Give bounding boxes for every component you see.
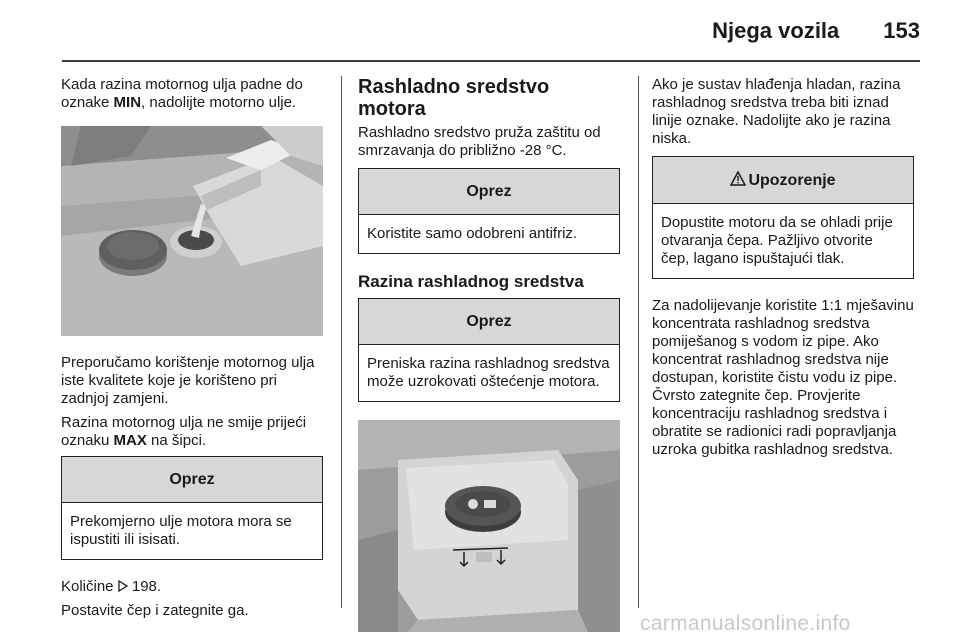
caution-title: Oprez [359,299,619,345]
column-2 [358,76,620,642]
warning-box [652,156,914,279]
reference-arrow-icon [118,579,128,591]
page-header [712,18,920,44]
paragraph: Količine 198. [61,578,162,595]
max-label: MAX [113,432,147,449]
column-divider [638,76,639,608]
warning-title: Upozorenje [748,172,836,189]
caution-box [358,168,620,254]
page-number: 153 [883,18,920,43]
caution-title: Oprez [62,457,322,503]
paragraph: Kada razina motornog ulja padne do oznake MIN, nadolijte motorno ulje. [61,76,303,111]
header-rule [62,60,920,62]
warning-triangle-icon [730,171,746,186]
paragraph: Razina motornog ulja ne smije prijeći oznaku MAX na šipci. [61,414,307,449]
caution-text: Prekomjerno ulje motora mora se ispustiti ili isisati. [70,513,292,548]
paragraph: Za nadolijevanje koristite 1:1 mješavinu koncentrata rashladnog sredstva pomiješanog s vodom iz pipe. Ako koncentrat rashladnog sredstva nije dostupan, koristite čistu vodu iz pipe. Čvrsto zategnite čep. Provjerite koncentraciju rashladnog sredstva i obratite se radionici radi popravljanja uzroka gubitka rashladnog sredstva. [652,297,914,458]
warning-text: Dopustite motoru da se ohladi prije otvaranja čepa. Pažljivo otvorite čep, lagano ispuštajući tlak. [661,214,893,267]
caution-box [61,456,323,560]
coolant-reservoir-illustration [358,420,620,632]
page-title: Njega vozila [712,18,840,43]
paragraph: Rashladno sredstvo pruža zaštitu od smrzavanja do približno -28 °C. [358,124,601,159]
paragraph: Ako je sustav hlađenja hladan, razina rashladnog sredstva treba biti iznad linije oznake. Nadolijte ako je razina niska. [652,76,901,147]
oil-fill-illustration [61,126,323,336]
subsection-title: Razina rashladnog sredstva [358,272,584,291]
column-divider [341,76,342,608]
watermark: carmanualsonline.info [640,612,851,635]
caution-title: Oprez [359,169,619,215]
caution-box [358,298,620,402]
paragraph: Preporučamo korištenje motornog ulja iste kvalitete koje je korišteno pri zadnjoj zamjeni. [61,354,315,407]
caution-text: Preniska razina rashladnog sredstva može uzrokovati oštećenje motora. [367,355,610,390]
paragraph: Postavite čep i zategnite ga. [61,602,249,619]
warning-header [653,157,913,204]
section-title: Rashladno sredstvo motora [358,76,550,120]
column-3 [652,76,914,465]
column-1 [61,76,323,626]
min-label: MIN [113,94,142,111]
caution-text: Koristite samo odobreni antifriz. [367,225,578,242]
